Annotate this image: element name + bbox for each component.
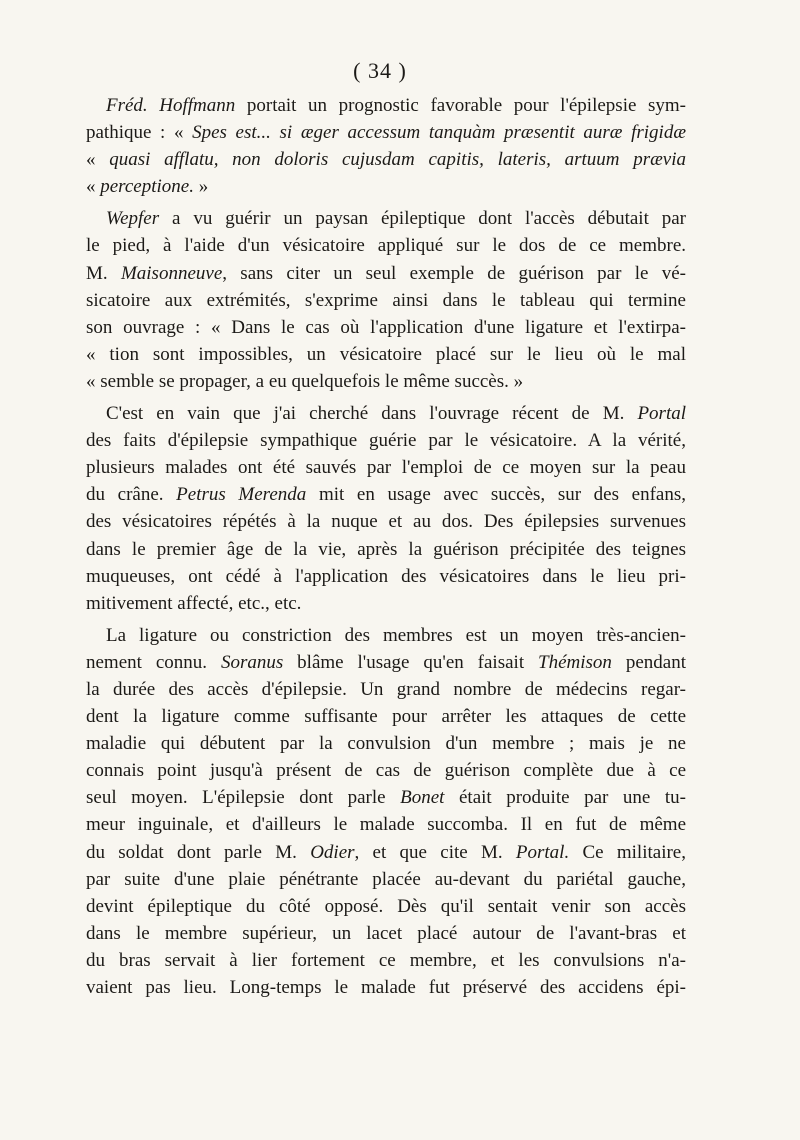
text-line — [86, 173, 686, 200]
text-run: du soldat dont parle M. — [86, 841, 311, 863]
text-line — [86, 146, 686, 173]
text-run: connais point jusqu'à présent de cas de guérison complète due à ce — [86, 760, 686, 782]
italic-text: Petrus Merenda — [176, 484, 307, 506]
text-line — [86, 839, 686, 866]
text-line — [86, 622, 686, 649]
text-run: dans le membre supérieur, un lacet placé autour de l'avant-bras et — [86, 922, 686, 944]
text-run: M. — [86, 262, 121, 284]
text-line — [86, 920, 686, 947]
text-run: le pied, à l'aide d'un vésicatoire appliqué sur le dos de ce membre. — [86, 235, 686, 257]
text-line — [86, 232, 686, 259]
text-run: sicatoire aux extrémités, s'exprime ainsi dans le tableau qui termine — [86, 289, 686, 311]
text-line — [86, 314, 686, 341]
text-line — [86, 341, 686, 368]
italic-text: Odier — [310, 841, 355, 863]
text-run: dans le premier âge de la vie, après la guérison précipitée des teignes — [86, 538, 686, 560]
page-body — [86, 92, 686, 1006]
text-run: par suite d'une plaie pénétrante placée au-devant du pariétal gauche, — [86, 868, 686, 890]
text-run: « — [86, 149, 110, 171]
text-line — [86, 649, 686, 676]
text-line — [86, 481, 686, 508]
page-number: ( 34 ) — [353, 58, 407, 83]
italic-text: Fréd. Hoffmann — [106, 95, 236, 116]
text-run: « — [86, 176, 101, 198]
italic-text: Bonet — [400, 787, 445, 809]
text-line — [86, 563, 686, 590]
text-line — [86, 676, 686, 703]
italic-text: Spes est... si æger accessum tanquàm præsentit auræ frigidæ — [192, 122, 686, 144]
text-line — [86, 811, 686, 838]
text-line — [86, 454, 686, 481]
text-line — [86, 368, 686, 395]
text-line — [86, 784, 686, 811]
paragraph — [86, 205, 686, 395]
text-run: « semble se propager, a eu quelquefois le même succès. » — [86, 370, 524, 392]
text-run: Ce militaire, — [569, 841, 686, 863]
text-line — [86, 260, 686, 287]
italic-text: Portal. — [515, 841, 570, 863]
text-line — [86, 536, 686, 563]
text-line — [86, 866, 686, 893]
text-run: mit en usage avec succès, sur des enfans, — [306, 484, 686, 506]
text-line — [86, 287, 686, 314]
italic-text: quasi afflatu, non doloris cujusdam capitis, lateris, artuum prævia — [109, 149, 687, 171]
text-run: du bras servait à lier fortement ce membre, et les convulsions n'a- — [86, 949, 686, 971]
text-run: était produite par une tu- — [444, 787, 686, 809]
text-run: plusieurs malades ont été sauvés par l'emploi de ce moyen sur la peau — [86, 457, 686, 479]
text-run: des faits d'épilepsie sympathique guérie par le vésicatoire. A la vérité, — [86, 430, 686, 452]
text-line — [86, 730, 686, 757]
text-run: nement connu. — [86, 651, 221, 673]
text-line — [86, 427, 686, 454]
text-run: » — [193, 176, 209, 198]
text-line — [86, 508, 686, 535]
italic-text: Portal — [637, 403, 686, 425]
text-run: son ouvrage : « Dans le cas où l'application d'une ligature et l'extirpa- — [86, 316, 686, 338]
text-run: muqueuses, ont cédé à l'application des vésicatoires dans le lieu pri- — [86, 565, 686, 587]
text-run: des vésicatoires répétés à la nuque et au dos. Des épilepsies survenues — [86, 511, 686, 533]
text-run: C'est en vain que j'ai cherché dans l'ouvrage récent de M. — [106, 403, 638, 425]
text-run: du crâne. — [86, 484, 177, 506]
text-run: la durée des accès d'épilepsie. Un grand nombre de médecins regar- — [86, 678, 686, 700]
paragraph — [86, 622, 686, 1001]
text-run: mitivement affecté, etc., etc. — [86, 592, 302, 614]
text-run: vaient pas lieu. Long-temps le malade fut préservé des accidens épi- — [86, 977, 686, 998]
paragraph — [86, 92, 686, 200]
text-line — [86, 893, 686, 920]
text-line — [86, 703, 686, 730]
text-run: , sans citer un seul exemple de guérison par le vé- — [222, 262, 686, 284]
text-line — [86, 757, 686, 784]
text-line — [86, 400, 686, 427]
text-line — [86, 974, 686, 1001]
paragraph — [86, 400, 686, 617]
text-run: a vu guérir un paysan épileptique dont l'accès débutait par — [159, 208, 686, 230]
text-run: portait un prognostic favorable pour l'épilepsie sym- — [235, 95, 686, 116]
text-line — [86, 119, 686, 146]
text-run: devint épileptique du côté opposé. Dès qu'il sentait venir son accès — [86, 895, 686, 917]
text-run: , et que cite M. — [354, 841, 516, 863]
text-run: pendant — [611, 651, 687, 673]
text-run: dent la ligature comme suffisante pour arrêter les attaques de cette — [86, 706, 686, 728]
text-run: meur inguinale, et d'ailleurs le malade succomba. Il en fut de même — [86, 814, 686, 836]
text-run: maladie qui débutent par la convulsion d'un membre ; mais je ne — [86, 733, 686, 755]
text-line — [86, 92, 686, 119]
text-line — [86, 205, 686, 232]
text-run: blâme l'usage qu'en faisait — [283, 651, 539, 673]
italic-text: Soranus — [220, 651, 284, 673]
text-run: La ligature ou constriction des membres est un moyen très-ancien- — [106, 624, 686, 646]
text-line — [86, 947, 686, 974]
italic-text: Thémison — [538, 651, 612, 673]
italic-text: perceptione. — [100, 176, 194, 198]
italic-text: Wepfer — [106, 208, 160, 230]
text-run: pathique : « — [86, 122, 193, 144]
italic-text: Maisonneuve — [120, 262, 223, 284]
text-run: « tion sont impossibles, un vésicatoire placé sur le lieu où le mal — [86, 343, 686, 365]
text-line — [86, 590, 686, 617]
text-run: seul moyen. L'épilepsie dont parle — [86, 787, 401, 809]
